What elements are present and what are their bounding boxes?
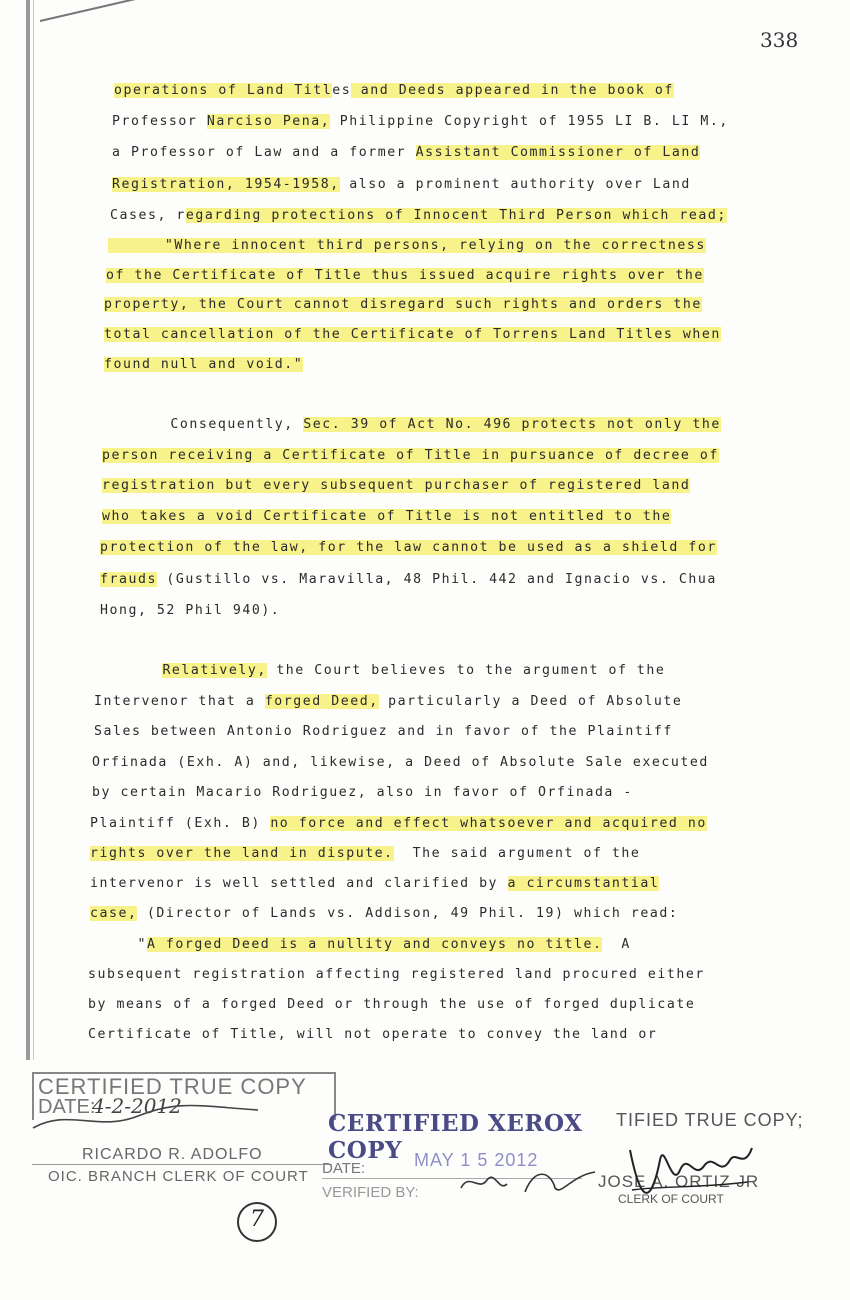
text-line [90, 876, 659, 892]
highlighted-text: Assistant Commissioner of Land [415, 145, 701, 160]
highlighted-text: property, the Court cannot disregard such rights and orders the [104, 297, 702, 312]
text-line [112, 177, 691, 193]
text-line [100, 540, 717, 556]
highlighted-text: rights over the land in dispute. [90, 846, 394, 861]
text-segment: a Professor of Law and a former [112, 145, 416, 160]
highlighted-text: registration but every subsequent purchaser of registered land [102, 478, 691, 493]
stamp-title: TIFIED TRUE COPY; [616, 1110, 804, 1130]
highlighted-text: Sec. 39 of Act No. 496 protects not only the [303, 417, 721, 432]
highlighted-text: egarding protections of Innocent Third Person which read; [185, 208, 727, 223]
text-segment: Professor [112, 114, 207, 129]
text-line [96, 663, 665, 679]
text-line [110, 208, 727, 224]
text-line [90, 816, 707, 832]
text-line [90, 937, 631, 953]
text-line [90, 846, 640, 862]
text-segment: the Court believes to the argument of the [266, 663, 666, 678]
stamp-signatory-name: RICARDO R. ADOLFO [82, 1146, 263, 1163]
text-line [88, 1027, 657, 1043]
handwritten-signature-1 [28, 1098, 268, 1138]
highlighted-text: of the Certificate of Title thus issued acquire rights over the [106, 268, 704, 283]
text-segment: Certificate of Title, will not operate to convey the land or [88, 1027, 658, 1042]
text-segment: Sales between Antonio Rodriguez and in favor of the Plaintiff [94, 724, 673, 739]
text-segment [96, 663, 162, 678]
text-segment: (Director of Lands vs. Addison, 49 Phil. 19) which read: [137, 906, 679, 921]
highlighted-text: forged Deed, [264, 694, 379, 709]
highlighted-text: no force and effect whatsoever and acquired no [270, 816, 707, 831]
handwritten-initials [455, 1162, 605, 1202]
highlighted-text: a circumstantial [507, 876, 660, 891]
text-line [104, 297, 702, 313]
highlighted-text: found null and void." [104, 357, 304, 372]
text-line [108, 238, 706, 254]
text-line [100, 572, 717, 588]
text-segment: Hong, 52 Phil 940). [100, 603, 281, 618]
text-line [114, 83, 674, 99]
text-segment: Orfinada (Exh. A) and, likewise, a Deed of Absolute Sale executed [92, 755, 709, 770]
text-segment: Intervenor that a [94, 694, 265, 709]
text-line [90, 906, 678, 922]
text-segment: Cases, r [110, 208, 186, 223]
text-segment: also a prominent authority over Land [339, 177, 691, 192]
text-segment: " [90, 937, 147, 952]
text-segment: particularly a Deed of Absolute [378, 694, 683, 709]
highlighted-text: person receiving a Certificate of Title in pursuance of decree of [102, 448, 719, 463]
stamp-title: CERTIFIED XEROX COPY [328, 1110, 583, 1164]
text-line [94, 724, 673, 740]
stamp-verified-label: VERIFIED BY: [322, 1184, 419, 1201]
text-line [106, 268, 704, 284]
page-marker-number: 7 [250, 1207, 264, 1232]
text-segment: A [602, 937, 631, 952]
stamp-date-label: DATE: [322, 1160, 366, 1177]
stamp-signature-line [32, 1164, 332, 1165]
text-segment: Philippine Copyright of 1955 LI B. LI M., [330, 114, 729, 129]
stamp-date-label: DATE: [38, 1096, 96, 1118]
text-line [112, 114, 729, 130]
text-line [112, 145, 700, 161]
text-segment: es [332, 83, 352, 98]
text-line [102, 448, 719, 464]
text-segment: intervenor is well settled and clarified by [90, 876, 508, 891]
stamp-signatory-name: JOSE A. ORTIZ JR [598, 1172, 760, 1191]
highlighted-text: protection of the law, for the law cannot be used as a shield for [100, 540, 717, 555]
text-line [102, 478, 690, 494]
highlighted-text: total cancellation of the Certificate of Torrens Land Titles when [104, 327, 721, 342]
highlighted-text: and Deeds appeared in the book of [351, 83, 674, 98]
pen-scratch-mark [40, 0, 265, 22]
text-segment: by means of a forged Deed or through the use of forged duplicate [88, 997, 696, 1012]
text-line [104, 357, 303, 373]
binding-edge [26, 0, 30, 1060]
highlighted-text: Relatively, [162, 663, 267, 678]
text-line [104, 417, 721, 433]
highlighted-text: Narciso Pena, [206, 114, 331, 129]
text-line [92, 785, 633, 801]
text-line [88, 967, 705, 983]
highlighted-text: A forged Deed is a nullity and conveys no title. [146, 937, 603, 952]
highlighted-text: who takes a void Certificate of Title is not entitled to the [102, 509, 672, 524]
text-segment: Consequently, [104, 417, 304, 432]
highlighted-text: operations of Land Titl [114, 83, 333, 98]
text-line [92, 755, 709, 771]
text-line [94, 694, 682, 710]
highlighted-text: frauds [100, 572, 157, 587]
text-line [102, 509, 671, 525]
text-segment: subsequent registration affecting registered land procured either [88, 967, 705, 982]
handwritten-signature-2 [620, 1130, 760, 1220]
highlighted-text: "Where innocent third persons, relying on the correctness [108, 238, 706, 253]
text-line [104, 327, 721, 343]
stamp-date-value: 4-2-2012 [92, 1094, 182, 1118]
text-line [100, 603, 280, 619]
stamp-title: CERTIFIED TRUE COPY [38, 1074, 307, 1099]
text-segment: The said argument of the [393, 846, 641, 861]
text-segment: (Gustillo vs. Maravilla, 48 Phil. 442 and Ignacio vs. Chua [156, 572, 717, 587]
highlighted-text: Registration, 1954-1958, [112, 177, 340, 192]
stamp-date-value: MAY 1 5 2012 [414, 1150, 539, 1170]
binding-edge-line [33, 0, 34, 1060]
page-marker-circle [237, 1202, 277, 1242]
highlighted-text: case, [90, 906, 138, 921]
page-number: 338 [760, 28, 799, 52]
text-segment: Plaintiff (Exh. B) [90, 816, 271, 831]
text-segment: by certain Macario Rodriguez, also in favor of Orfinada - [92, 785, 633, 800]
stamp-signatory-position: OIC. BRANCH CLERK OF COURT [48, 1168, 309, 1185]
text-line [88, 997, 695, 1013]
stamp-signatory-position: CLERK OF COURT [618, 1192, 724, 1206]
